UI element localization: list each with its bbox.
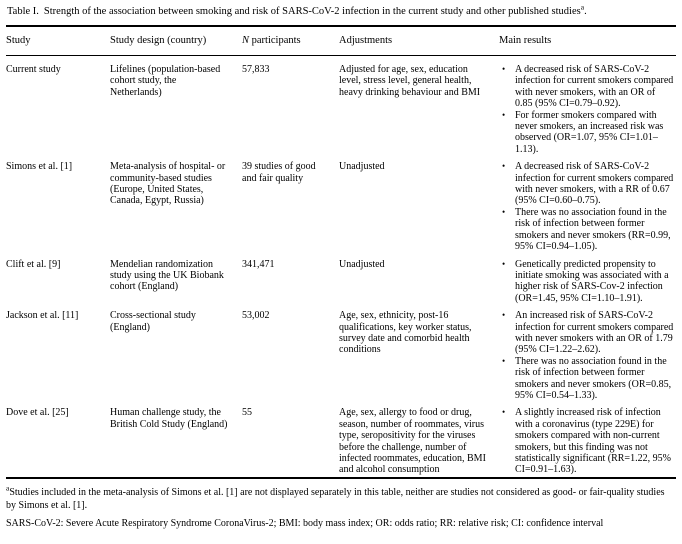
design-cell: Lifelines (population-based cohort study, the Netherlands)	[110, 64, 221, 98]
table-row-current-study	[6, 56, 676, 157]
result-text: Genetically predicted propensity to initiate smoking was associated with a higher risk of SARS-Cov-2 infection (OR=1.45, 95% CI=1.10–1.91).	[515, 258, 669, 304]
results-cell	[499, 402, 676, 477]
title-period: .	[584, 6, 587, 17]
results-cell	[499, 56, 676, 157]
table-title: Strength of the association between smoking and risk of SARS-CoV-2 infection in the current study and other published studies	[43, 6, 581, 17]
bullet-icon: •	[502, 206, 506, 217]
table-row-jackson	[6, 305, 676, 402]
participants-cell: 39 studies of good and fair quality	[242, 161, 316, 184]
results-cell	[499, 305, 676, 402]
bullet-icon: •	[502, 407, 506, 418]
table-row-simons	[6, 156, 676, 253]
study-cell: Simons et al. [1]	[6, 161, 73, 173]
column-header-design: Study design (country)	[110, 26, 242, 56]
participants-cell: 57,833	[242, 64, 270, 75]
study-cell: Dove et al. [25]	[6, 407, 69, 419]
result-text: A decreased risk of SARS-CoV-2 infection for current smokers compared with never smokers, with a RR of 0.67 (95% CI=0.60–0.75).	[515, 161, 674, 207]
table-caption	[7, 2, 676, 19]
result-text: A decreased risk of SARS-CoV-2 infection for current smokers compared with never smokers, with an OR of 0.85 (95% CI=0.79–0.92).	[515, 64, 674, 110]
study-cell: Current study	[6, 64, 61, 75]
bullet-icon: •	[502, 64, 506, 74]
result-bullet	[499, 356, 674, 402]
result-bullet	[499, 310, 674, 356]
design-cell: Cross-sectional study (England)	[110, 310, 196, 333]
adjustments-cell: Unadjusted	[339, 258, 385, 270]
design-cell: Meta-analysis of hospital- or community-based studies (Europe, United States, Canada, Egypt, Russia)	[110, 161, 226, 207]
study-cell: Jackson et al. [11]	[6, 310, 79, 322]
design-cell: Human challenge study, the British Cold Study (England)	[110, 407, 228, 430]
table-number: Table I.	[7, 6, 39, 17]
bullet-icon: •	[502, 355, 506, 366]
results-table	[6, 25, 676, 479]
footnote-a	[6, 483, 676, 512]
result-bullet	[499, 407, 674, 475]
result-text: An increased risk of SARS-CoV-2 infection for current smokers compared with never smokers with an OR of 1.79 (95% CI=1.22–2.62).	[515, 310, 674, 356]
bullet-icon: •	[502, 109, 506, 120]
bullet-icon: •	[502, 258, 506, 269]
table-row-dove	[6, 402, 676, 477]
results-cell	[499, 156, 676, 253]
result-bullet	[499, 207, 674, 253]
participants-cell: 53,002	[242, 310, 270, 322]
table-row-clift	[6, 254, 676, 306]
column-header-adjustments: Adjustments	[339, 26, 499, 56]
abbreviations-note: SARS-CoV-2: Severe Acute Respiratory Syndrome CoronaVirus-2; BMI: body mass index; OR: odds ratio; RR: relative risk; CI: confidence interval	[6, 517, 604, 529]
column-header-participants: N participants	[242, 26, 339, 56]
adjustments-cell: Unadjusted	[339, 161, 385, 173]
footnote-a-text: Studies included in the meta-analysis of Simons et al. [1] are not displayed separately in this table, neither are studies not considered as good- or fair-quality studies by Simons et al. [1].	[6, 486, 665, 511]
bullet-icon: •	[502, 310, 506, 321]
title-footnote-mark: a	[580, 2, 585, 12]
adjustments-cell: Adjusted for age, sex, education level, stress level, general health, heavy drinking behaviour and BMI	[339, 64, 481, 98]
result-bullet	[499, 110, 674, 156]
adjustments-cell: Age, sex, allergy to food or drug, season, number of roommates, virus type, seropositivity for the viruses before the challenge, number of infected roommates, education, BMI and alcohol consumption	[339, 407, 486, 476]
footnote-a-mark: a	[6, 483, 10, 493]
column-header-study: Study	[6, 26, 110, 56]
design-cell: Mendelian randomization study using the UK Biobank cohort (England)	[110, 258, 224, 293]
header-row	[6, 26, 676, 56]
result-text: There was no association found in the risk of infection between former smokers and never smokers (RR=0.99, 95% CI=0.94–1.05).	[515, 206, 671, 253]
column-header-results: Main results	[499, 26, 676, 56]
adjustments-cell: Age, sex, ethnicity, post-16 qualifications, key worker status, survey date and comorbid health conditions	[339, 310, 472, 356]
result-bullet	[499, 259, 674, 305]
participants-cell: 55	[242, 407, 252, 419]
bullet-icon: •	[502, 161, 506, 172]
result-text: There was no association found in the risk of infection between former smokers and never smokers (OR=0.85, 95% CI=0.54–1.33).	[515, 355, 672, 401]
result-text: A slightly increased risk of infection with a coronavirus (type 229E) for smokers compared with non-current smokers, but this finding was not statistically significant (RR=1.22, 95% CI=0.91–1.63).	[515, 407, 671, 476]
result-bullet	[499, 64, 674, 110]
result-text: For former smokers compared with never smokers, an increased risk was observed (OR=1.07, 95% CI=1.01–1.13).	[515, 109, 664, 155]
study-cell: Clift et al. [9]	[6, 258, 61, 270]
n-italic: N	[242, 35, 250, 46]
participants-cell: 341,471	[242, 258, 275, 270]
table-footnotes	[6, 483, 676, 530]
results-cell	[499, 254, 676, 306]
result-bullet	[499, 161, 674, 207]
